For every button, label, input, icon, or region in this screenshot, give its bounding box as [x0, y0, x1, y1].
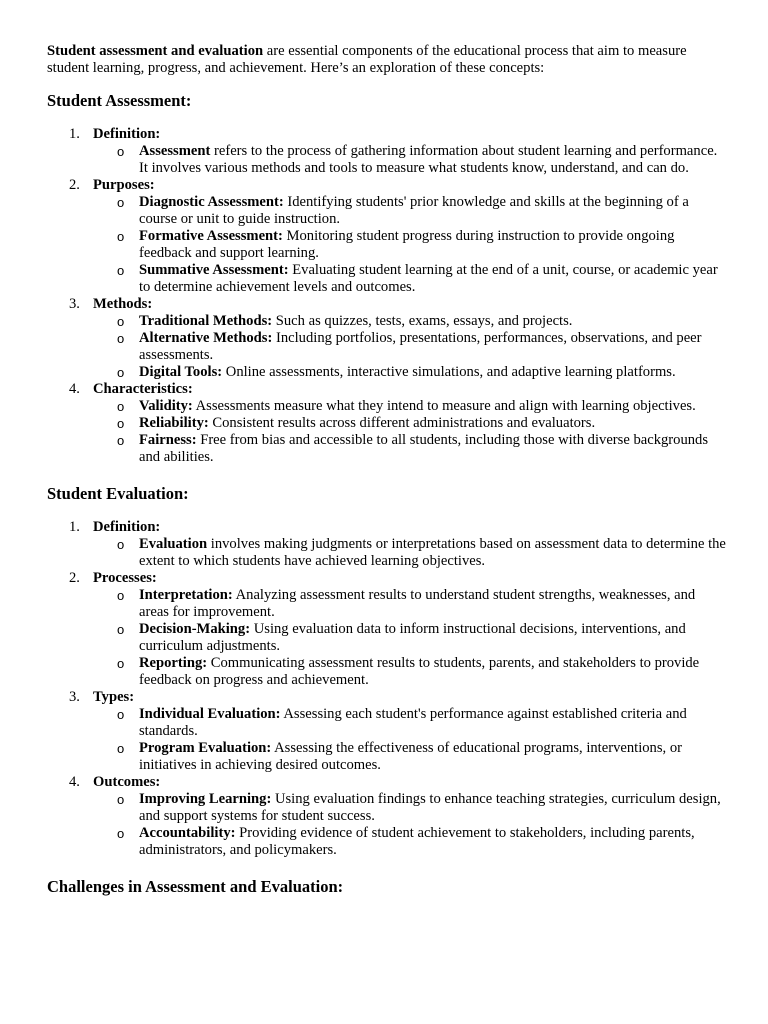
bullet-term: Program Evaluation:: [139, 740, 272, 756]
bullet-text: Using evaluation data to inform instructional decisions, interventions, and curriculum adjustments.: [139, 621, 686, 654]
bullet-list: [93, 791, 728, 859]
bullet-icon: o: [117, 588, 125, 603]
bullet-icon: o: [117, 537, 125, 552]
bullet-text: Analyzing assessment results to understand student strengths, weaknesses, and areas for improvement.: [139, 587, 696, 620]
bullet-list: [93, 194, 728, 296]
bullet-term: Improving Learning:: [139, 791, 272, 807]
numbered-list-item: [47, 774, 728, 859]
bullet-text: involves making judgments or interpretations based on assessment data to determine the extent to which students have achieved learning objectives.: [139, 536, 726, 569]
bullet-icon: o: [117, 656, 125, 671]
intro-paragraph: [47, 43, 728, 77]
bullet-text: Assessing the effectiveness of educational programs, interventions, or initiatives in achieving desired outcomes.: [139, 740, 682, 773]
bullet-icon: o: [117, 433, 125, 448]
bullet-icon: o: [117, 263, 125, 278]
list-item-title: Characteristics:: [93, 381, 193, 397]
numbered-list-item: [47, 381, 728, 466]
bullet-list-item: [93, 791, 728, 825]
bullet-term: Diagnostic Assessment:: [139, 194, 284, 210]
bullet-text: Using evaluation findings to enhance teaching strategies, curriculum design, and support systems for student success.: [139, 791, 721, 824]
bullet-term: Assessment: [139, 143, 211, 159]
bullet-list: [93, 587, 728, 689]
bullet-list: [93, 536, 728, 570]
bullet-list: [93, 143, 728, 177]
bullet-term: Reliability:: [139, 415, 209, 431]
bullet-list-item: [93, 262, 728, 296]
numbered-list-item: [47, 177, 728, 296]
list-item-title: Purposes:: [93, 177, 155, 193]
list-number: 1.: [69, 519, 80, 535]
numbered-list-item: [47, 689, 728, 774]
bullet-list-item: [93, 621, 728, 655]
list-number: 2.: [69, 570, 80, 586]
bullet-list-item: [93, 143, 728, 177]
bullet-icon: o: [117, 826, 125, 841]
bullet-list-item: [93, 536, 728, 570]
bullet-term: Digital Tools:: [139, 364, 223, 380]
bullet-text: Assessing each student's performance against established criteria and standards.: [139, 706, 687, 739]
list-number: 4.: [69, 381, 80, 397]
bullet-list-item: [93, 364, 728, 381]
bullet-list-item: [93, 432, 728, 466]
bullet-list-item: [93, 587, 728, 621]
bullet-text: Communicating assessment results to students, parents, and stakeholders to provide feedback on progress and achievement.: [139, 655, 700, 688]
bullet-icon: o: [117, 741, 125, 756]
bullet-list-item: [93, 825, 728, 859]
section-heading: Challenges in Assessment and Evaluation:: [47, 877, 344, 896]
numbered-list-item: [47, 296, 728, 381]
bullet-text: Identifying students' prior knowledge and skills at the beginning of a course or unit to guide instruction.: [139, 194, 689, 227]
bullet-icon: o: [117, 416, 125, 431]
list-item-title: Definition:: [93, 519, 161, 535]
list-number: 3.: [69, 296, 80, 312]
bullet-list-item: [93, 740, 728, 774]
bullet-text: Assessments measure what they intend to measure and align with learning objectives.: [192, 398, 696, 414]
bullet-term: Alternative Methods:: [139, 330, 273, 346]
bullet-text: Evaluating student learning at the end of a unit, course, or academic year to determine achievement levels and outcomes.: [139, 262, 718, 295]
list-item-title: Definition:: [93, 126, 161, 142]
bullet-text: Consistent results across different administrations and evaluators.: [208, 415, 596, 431]
bullet-icon: o: [117, 314, 125, 329]
student-assessment-section: [47, 91, 728, 466]
bullet-text: Free from bias and accessible to all students, including those with diverse backgrounds and abilities.: [139, 432, 709, 465]
bullet-text: Providing evidence of student achievement to stakeholders, including parents, administrators, and policymakers.: [139, 825, 695, 858]
numbered-list-item: [47, 126, 728, 177]
bullet-text: Such as quizzes, tests, exams, essays, and projects.: [272, 313, 573, 329]
bullet-list-item: [93, 655, 728, 689]
bullet-icon: o: [117, 399, 125, 414]
intro-text: are essential components of the educational process that aim to measure student learning, progress, and achievement. Here’s an exploration of these concepts:: [47, 43, 687, 76]
bullet-term: Accountability:: [139, 825, 236, 841]
bullet-icon: o: [117, 229, 125, 244]
bullet-term: Evaluation: [139, 536, 208, 552]
numbered-list-item: [47, 570, 728, 689]
numbered-list-item: [47, 519, 728, 570]
bullet-text: Including portfolios, presentations, performances, observations, and peer assessments.: [139, 330, 702, 363]
bullet-list: [93, 706, 728, 774]
bullet-list-item: [93, 228, 728, 262]
bullet-list-item: [93, 706, 728, 740]
bullet-list-item: [93, 194, 728, 228]
bullet-icon: o: [117, 365, 125, 380]
bullet-list-item: [93, 330, 728, 364]
list-item-title: Methods:: [93, 296, 153, 312]
bullet-list: [93, 313, 728, 381]
numbered-list: [47, 519, 728, 859]
bullet-text: Monitoring student progress during instruction to provide ongoing feedback and support learning.: [139, 228, 675, 261]
section-heading: Student Evaluation:: [47, 484, 189, 503]
bullet-text: Online assessments, interactive simulations, and adaptive learning platforms.: [222, 364, 676, 380]
bullet-term: Decision-Making:: [139, 621, 251, 637]
bullet-text: refers to the process of gathering information about student learning and performance. It involves various methods and tools to measure what students know, understand, and can do.: [139, 143, 718, 176]
bullet-term: Interpretation:: [139, 587, 233, 603]
list-number: 4.: [69, 774, 80, 790]
bullet-icon: o: [117, 707, 125, 722]
bullet-list-item: [93, 398, 728, 415]
list-number: 2.: [69, 177, 80, 193]
bullet-term: Traditional Methods:: [139, 313, 273, 329]
bullet-icon: o: [117, 622, 125, 637]
list-number: 3.: [69, 689, 80, 705]
bullet-term: Individual Evaluation:: [139, 706, 281, 722]
bullet-icon: o: [117, 331, 125, 346]
list-item-title: Processes:: [93, 570, 157, 586]
bullet-icon: o: [117, 195, 125, 210]
bullet-list-item: [93, 415, 728, 432]
list-item-title: Types:: [93, 689, 135, 705]
bullet-icon: o: [117, 144, 125, 159]
bullet-list-item: [93, 313, 728, 330]
bullet-term: Reporting:: [139, 655, 208, 671]
bullet-term: Validity:: [139, 398, 193, 414]
bullet-term: Formative Assessment:: [139, 228, 283, 244]
numbered-list: [47, 126, 728, 466]
student-evaluation-section: [47, 484, 728, 859]
bullet-term: Fairness:: [139, 432, 197, 448]
list-number: 1.: [69, 126, 80, 142]
challenges-section: [47, 877, 728, 897]
bullet-term: Summative Assessment:: [139, 262, 289, 278]
list-item-title: Outcomes:: [93, 774, 161, 790]
intro-bold-lead: Student assessment and evaluation: [47, 43, 264, 59]
bullet-list: [93, 398, 728, 466]
bullet-icon: o: [117, 792, 125, 807]
section-heading: Student Assessment:: [47, 91, 192, 110]
